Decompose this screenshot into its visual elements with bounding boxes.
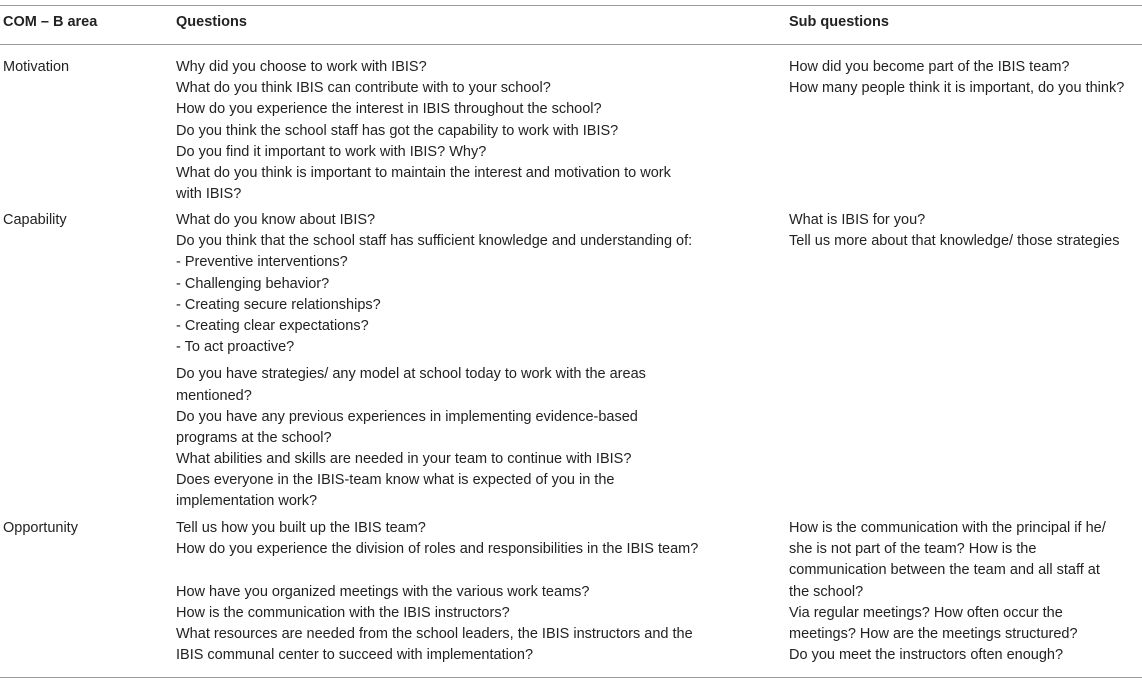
question-line: How do you experience the interest in IBIS throughout the school?: [176, 101, 602, 118]
question-line: IBIS communal center to succeed with implementation?: [176, 647, 534, 664]
question-line: What resources are needed from the school leaders, the IBIS instructors and the: [176, 625, 693, 642]
question-line: implementation work?: [176, 493, 318, 510]
header-questions: Questions: [176, 14, 247, 30]
row-questions-opportunity: [176, 518, 698, 666]
subquestion-line: How did you become part of the IBIS team?: [789, 59, 1070, 75]
question-line: Do you think that the school staff has sufficient knowledge and understanding of:: [176, 233, 693, 250]
row-area-capability: Capability: [3, 212, 67, 228]
header-rule: [0, 44, 1142, 45]
subquestion-line: the school?: [789, 583, 864, 600]
question-line: Do you find it important to work with IBIS? Why?: [176, 143, 487, 160]
question-line: programs at the school?: [176, 429, 332, 446]
question-line: What do you think IBIS can contribute with to your school?: [176, 80, 551, 97]
question-line: Do you have strategies/ any model at school today to work with the areas: [176, 366, 646, 383]
row-questions-capability: [176, 210, 692, 513]
row-questions-motivation: [176, 57, 671, 205]
subquestion-line: Do you meet the instructors often enough?: [789, 647, 1064, 664]
question-line: How have you organized meetings with the various work teams?: [176, 583, 590, 600]
question-bullet: - Preventive interventions?: [176, 254, 348, 271]
subquestion-line: Tell us more about that knowledge/ those strategies: [789, 233, 1120, 250]
subquestion-line: What is IBIS for you?: [789, 212, 926, 228]
question-line: Do you think the school staff has got the capability to work with IBIS?: [176, 122, 619, 139]
question-line: Tell us how you built up the IBIS team?: [176, 520, 426, 536]
question-line: Why did you choose to work with IBIS?: [176, 59, 427, 75]
question-bullet: - To act proactive?: [176, 339, 295, 356]
question-bullet: - Challenging behavior?: [176, 275, 330, 292]
subquestion-line: Via regular meetings? How often occur the: [789, 604, 1063, 621]
question-line: Does everyone in the IBIS-team know what is expected of you in the: [176, 472, 615, 489]
subquestion-line: How many people think it is important, do you think?: [789, 80, 1125, 97]
question-line: Do you have any previous experiences in implementing evidence-based: [176, 408, 638, 425]
row-subquestions-opportunity: [789, 518, 1106, 666]
row-area-opportunity: Opportunity: [3, 520, 78, 536]
row-area-motivation: Motivation: [3, 59, 70, 75]
subquestion-line: meetings? How are the meetings structured?: [789, 625, 1078, 642]
question-spacer: [176, 560, 698, 581]
question-line: What abilities and skills are needed in your team to continue with IBIS?: [176, 451, 632, 468]
bottom-rule: [0, 677, 1142, 678]
subquestion-line: How is the communication with the principal if he/: [789, 520, 1106, 536]
row-subquestions-capability: [789, 210, 1119, 252]
question-line: What do you think is important to maintain the interest and motivation to work: [176, 164, 671, 181]
header-com-b-area: COM – B area: [3, 14, 98, 30]
header-sub-questions: Sub questions: [789, 14, 889, 30]
row-subquestions-motivation: [789, 57, 1124, 99]
subquestion-line: she is not part of the team? How is the: [789, 541, 1037, 558]
question-line: mentioned?: [176, 387, 252, 404]
top-rule: [0, 5, 1142, 6]
question-line: with IBIS?: [176, 186, 242, 203]
question-line: What do you know about IBIS?: [176, 212, 376, 228]
question-line: How is the communication with the IBIS instructors?: [176, 604, 510, 621]
question-bullet: - Creating secure relationships?: [176, 296, 381, 313]
question-bullet: - Creating clear expectations?: [176, 317, 369, 334]
subquestion-line: communication between the team and all staff at: [789, 562, 1100, 579]
question-line: How do you experience the division of roles and responsibilities in the IBIS team?: [176, 541, 699, 558]
